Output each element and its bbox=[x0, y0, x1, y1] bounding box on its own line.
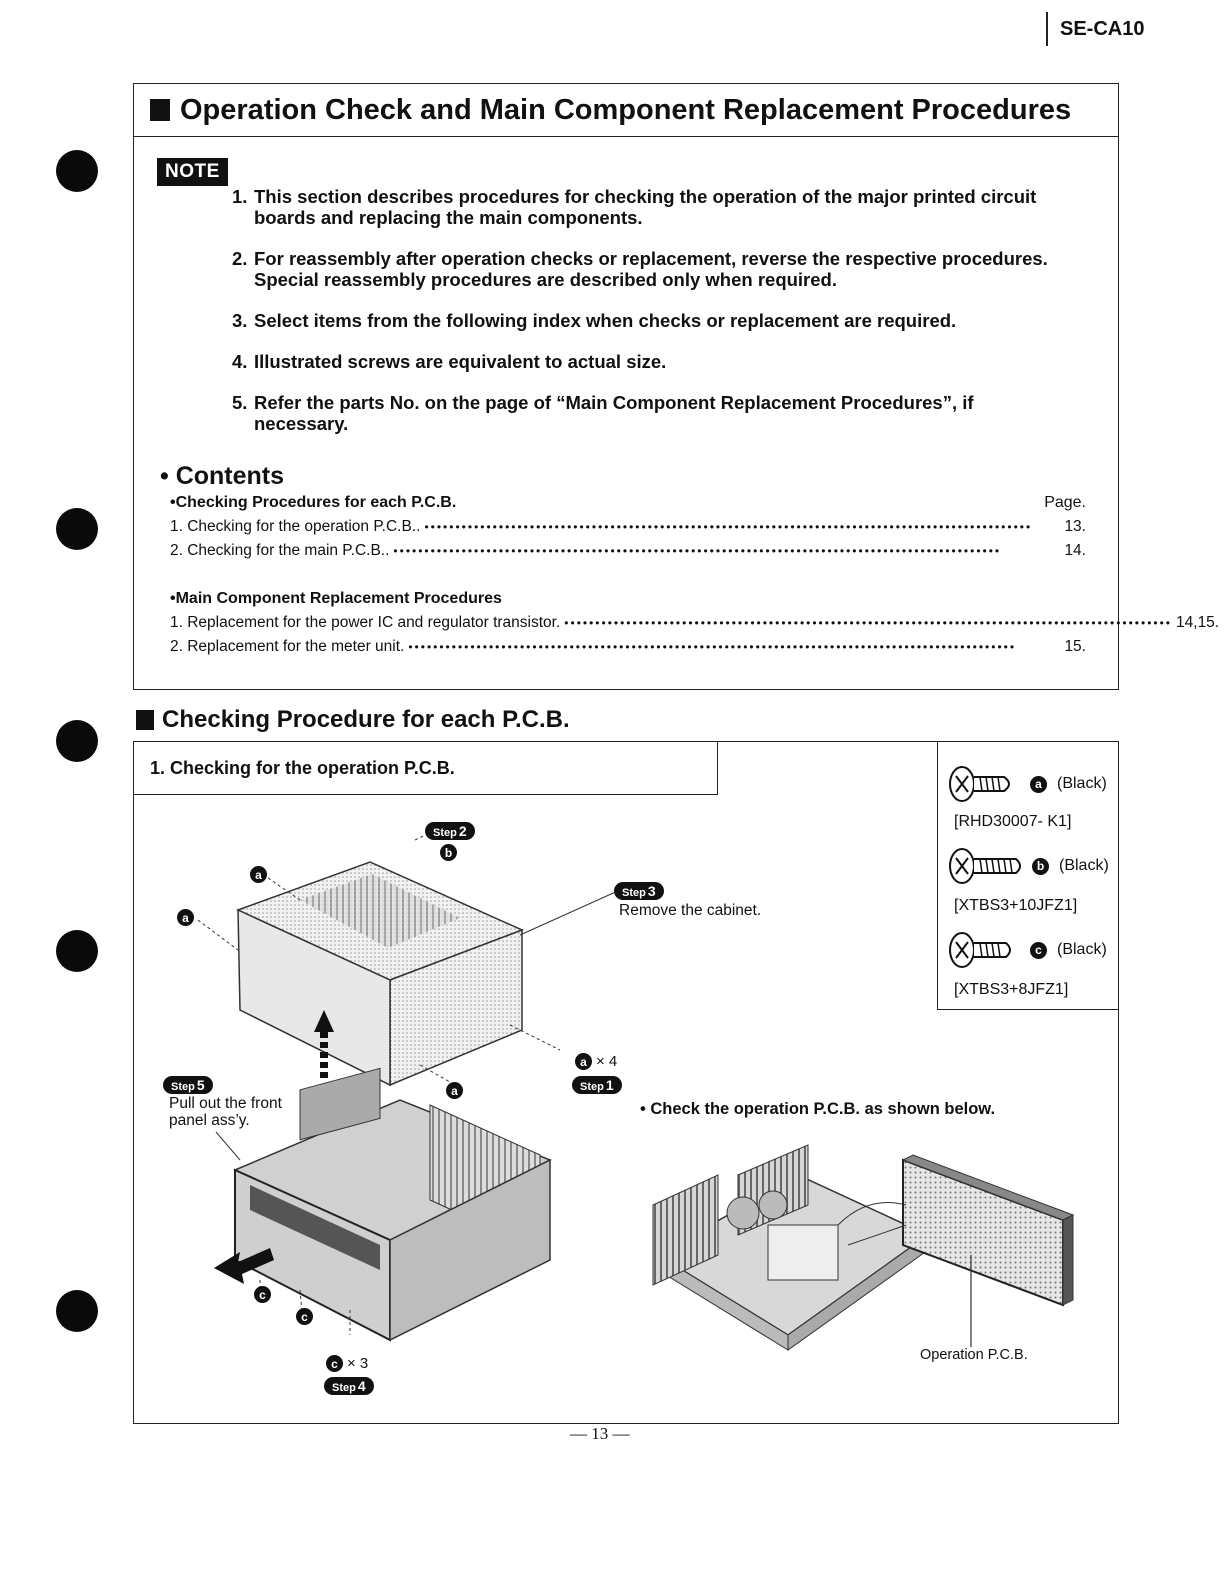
section1-header bbox=[134, 84, 1118, 137]
cabinet-drawing bbox=[238, 862, 522, 1085]
screw-mark-a: a bbox=[1030, 776, 1047, 793]
note-item bbox=[232, 186, 1092, 228]
note-text: This section describes procedures for checking the operation of the major printed circuit boards and replacing the main components. bbox=[254, 186, 1037, 228]
toc-entry-page: 14,15. bbox=[1176, 614, 1220, 631]
screw-c bbox=[946, 931, 1107, 969]
screw-code: [XTBS3+10JFZ1] bbox=[954, 897, 1078, 914]
step-1-badge: Step 1 bbox=[572, 1076, 622, 1094]
screw-c-icon bbox=[946, 931, 1016, 969]
note-item bbox=[232, 248, 1092, 290]
note-item bbox=[232, 392, 1092, 434]
screw-b-icon bbox=[946, 847, 1026, 885]
screw-code: [RHD30007- K1] bbox=[954, 813, 1072, 830]
section2-title-row bbox=[136, 706, 570, 734]
note-item bbox=[232, 351, 1092, 372]
operation-pcb-illustration bbox=[648, 1135, 1088, 1365]
square-bullet-icon bbox=[136, 710, 154, 730]
toc-entry-page: 13. bbox=[1064, 518, 1086, 535]
step-3-caption: Remove the cabinet. bbox=[619, 902, 762, 919]
toc-heading: •Main Component Replacement Procedures bbox=[170, 590, 502, 607]
page-number: — 13 — bbox=[570, 1424, 630, 1443]
toc-group-checking bbox=[170, 494, 1086, 566]
toc-entry-page: 15. bbox=[1064, 638, 1086, 655]
square-bullet-icon bbox=[150, 99, 170, 121]
binder-hole bbox=[56, 720, 98, 762]
screw-a bbox=[946, 765, 1107, 803]
note-text: Illustrated screws are equivalent to actual size. bbox=[254, 351, 667, 372]
note-badge: NOTE bbox=[157, 158, 228, 186]
step-2-badge: Step 2 bbox=[425, 822, 475, 840]
screw-a-icon bbox=[946, 765, 1016, 803]
toc-entry-page: 14. bbox=[1064, 542, 1086, 559]
check-instruction: • Check the operation P.C.B. as shown below. bbox=[640, 1100, 996, 1118]
toc-entry[interactable] bbox=[170, 518, 1086, 542]
marker-a: a bbox=[446, 1082, 463, 1099]
section1-title: Operation Check and Main Component Replacement Procedures bbox=[180, 93, 1072, 126]
binder-hole bbox=[56, 930, 98, 972]
toc-entry-label: 1. Checking for the operation P.C.B.. bbox=[170, 518, 421, 535]
binder-hole bbox=[56, 508, 98, 550]
model-number: SE-CA10 bbox=[1046, 12, 1144, 46]
toc-entry-label: 1. Replacement for the power IC and regulator transistor. bbox=[170, 614, 561, 631]
chassis-drawing bbox=[235, 1068, 550, 1340]
screw-color: (Black) bbox=[1057, 775, 1107, 792]
screw-a-count: a × 4 bbox=[575, 1053, 617, 1070]
note-number: 5. bbox=[232, 392, 248, 413]
screw-color: (Black) bbox=[1059, 857, 1109, 874]
note-number: 2. bbox=[232, 248, 248, 269]
dot-leader: •••••••••••••••••••••••••••••••••••••••••••••••••••••••••••••••••••••••••••••••••••••••••••••••••• bbox=[408, 640, 1017, 654]
contents-title: • Contents bbox=[160, 462, 285, 490]
step-3-badge: Step 3 bbox=[614, 882, 664, 900]
toc-group-replacement bbox=[170, 590, 1220, 662]
note-text: Refer the parts No. on the page of “Main Component Replacement Procedures”, if necessary. bbox=[254, 392, 974, 434]
marker-a: a bbox=[250, 866, 267, 883]
binder-hole bbox=[56, 150, 98, 192]
note-text: Select items from the following index when checks or replacement are required. bbox=[254, 310, 957, 331]
step-4-badge: Step 4 bbox=[324, 1377, 374, 1395]
toc-page-header: Page. bbox=[1044, 494, 1086, 511]
note-number: 4. bbox=[232, 351, 248, 372]
section2-title: Checking Procedure for each P.C.B. bbox=[162, 706, 570, 733]
marker-b: b bbox=[440, 844, 457, 861]
dot-leader: •••••••••••••••••••••••••••••••••••••••••••••••••••••••••••••••••••••••••••••••••••••••••••••••••• bbox=[393, 544, 1002, 558]
screw-b bbox=[946, 847, 1109, 885]
dot-leader: •••••••••••••••••••••••••••••••••••••••••••••••••••••••••••••••••••••••••••••••••••••••••••••••••• bbox=[564, 616, 1173, 630]
screw-color: (Black) bbox=[1057, 941, 1107, 958]
note-number: 1. bbox=[232, 186, 248, 207]
screw-mark-c: c bbox=[1030, 942, 1047, 959]
toc-entry[interactable] bbox=[170, 542, 1086, 566]
toc-entry[interactable] bbox=[170, 638, 1086, 662]
toc-entry-label: 2. Checking for the main P.C.B.. bbox=[170, 542, 390, 559]
note-text: For reassembly after operation checks or replacement, reverse the respective procedures. Special reassembly procedures are described only when required. bbox=[254, 248, 1048, 290]
screw-mark-b: b bbox=[1032, 858, 1049, 875]
dot-leader: •••••••••••••••••••••••••••••••••••••••••••••••••••••••••••••••••••••••••••••••••••••••••••••••••• bbox=[424, 520, 1033, 534]
note-list bbox=[232, 186, 1092, 454]
toc-entry[interactable] bbox=[170, 614, 1220, 638]
operation-pcb-label: Operation P.C.B. bbox=[920, 1347, 1028, 1363]
marker-c: c bbox=[254, 1286, 271, 1303]
toc-entry-label: 2. Replacement for the meter unit. bbox=[170, 638, 405, 655]
marker-a: a bbox=[177, 909, 194, 926]
step-5-caption: Pull out the front panel ass’y. bbox=[169, 1095, 282, 1129]
note-item bbox=[232, 310, 1092, 331]
subsection-title: 1. Checking for the operation P.C.B. bbox=[150, 758, 455, 778]
screw-c-count: c × 3 bbox=[326, 1355, 368, 1372]
binder-hole bbox=[56, 1290, 98, 1332]
step-5-badge: Step 5 bbox=[163, 1076, 213, 1094]
note-number: 3. bbox=[232, 310, 248, 331]
marker-a: a bbox=[575, 1053, 592, 1070]
marker-c: c bbox=[326, 1355, 343, 1372]
screw-code: [XTBS3+8JFZ1] bbox=[954, 981, 1069, 998]
screw-legend bbox=[937, 741, 1118, 1010]
toc-heading: •Checking Procedures for each P.C.B. bbox=[170, 494, 457, 511]
marker-c: c bbox=[296, 1308, 313, 1325]
